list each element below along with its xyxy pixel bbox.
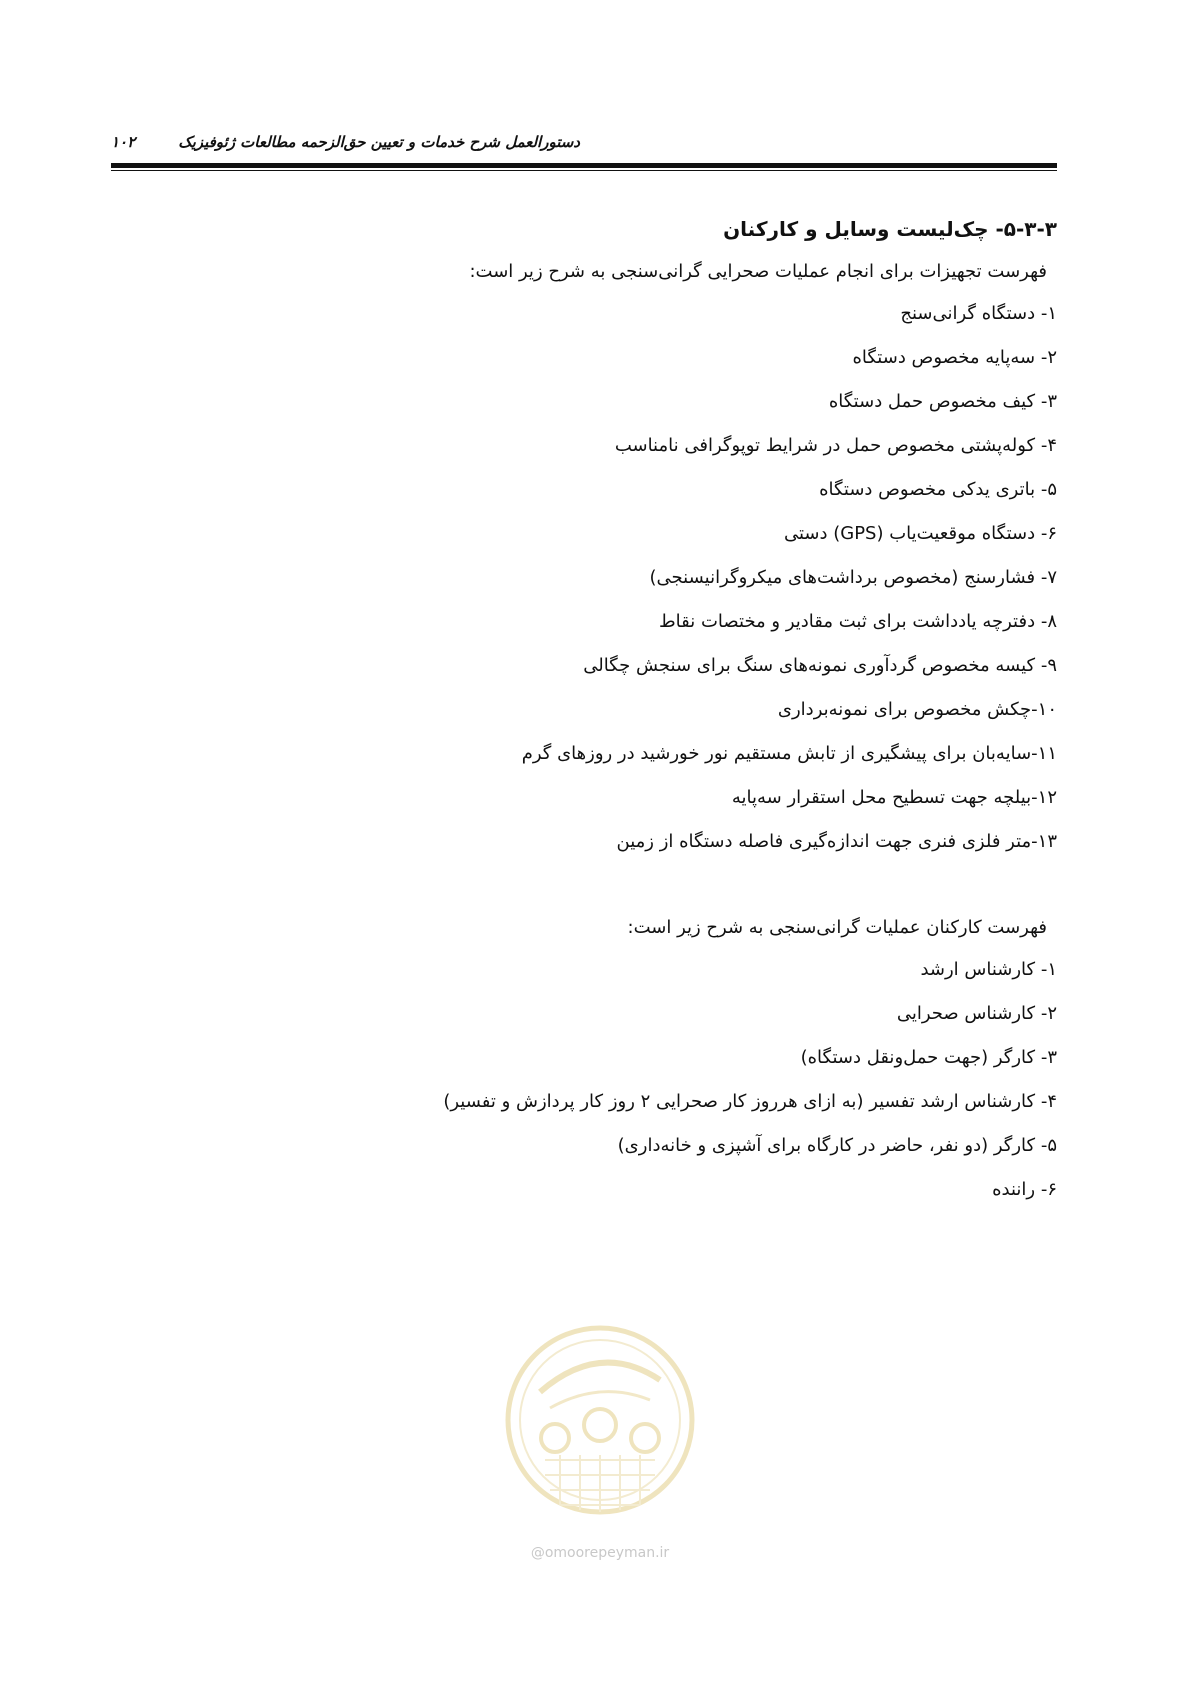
list-item: ۱۲-بیلچه جهت تسطیح محل استقرار سه‌پایه [731, 787, 1057, 808]
list-item: ۲- کارشناس صحرایی [896, 1003, 1057, 1024]
list-item: ۷- فشارسنج (مخصوص برداشت‌های میکروگرانیسنجی) [649, 567, 1057, 588]
watermark-url: @omoorepeyman.ir [530, 1545, 670, 1561]
staff-intro: فهرست کارکنان عملیات گرانی‌سنجی به شرح زیر است: [627, 917, 1047, 938]
list-item: ۱- کارشناس ارشد [920, 959, 1057, 980]
list-item: ۱۱-سایه‌بان برای پیشگیری از تابش مستقیم نور خورشید در روزهای گرم [521, 743, 1057, 764]
omoorepeyman-seal-icon [500, 1320, 700, 1530]
list-item: ۳- کیف مخصوص حمل دستگاه [828, 391, 1057, 412]
list-item: ۴- کارشناس ارشد تفسیر (به ازای هرروز کار صحرایی ۲ روز کار پردازش و تفسیر) [443, 1091, 1057, 1112]
document-title: دستورالعمل شرح خدمات و تعیین حق‌الزحمه مطالعات ژئوفیزیک [178, 133, 580, 151]
header-rule-thin [111, 170, 1057, 171]
list-item: ۶- راننده [992, 1179, 1057, 1200]
page-content [157, 214, 1057, 1220]
list-item: ۲- سه‌پایه مخصوص دستگاه [852, 347, 1057, 368]
equipment-list [157, 300, 1057, 872]
list-item: ۱۰-چکش مخصوص برای نمونه‌برداری [777, 699, 1057, 720]
list-item: ۱- دستگاه گرانی‌سنج [900, 303, 1057, 324]
header-rule-thick [111, 163, 1057, 168]
page-number: ۱۰۲ [111, 133, 136, 151]
list-item: ۱۳-متر فلزی فنری جهت اندازه‌گیری فاصله دستگاه از زمین [616, 831, 1057, 852]
list-item: ۴- کوله‌پشتی مخصوص حمل در شرایط توپوگرافی نامناسب [614, 435, 1057, 456]
list-item: ۵- باتری یدکی مخصوص دستگاه [819, 479, 1057, 500]
page-header [111, 127, 1057, 163]
list-item: ۵- کارگر (دو نفر، حاضر در کارگاه برای آشپزی و خانه‌داری) [617, 1135, 1057, 1156]
list-item: ۹- کیسه مخصوص گردآوری نمونه‌های سنگ برای سنجش چگالی [583, 655, 1057, 676]
list-item: ۳- کارگر (جهت حمل‌ونقل دستگاه) [800, 1047, 1057, 1068]
staff-list [157, 956, 1057, 1220]
list-item: ۶- دستگاه موقعیت‌یاب (GPS) دستی [783, 523, 1057, 544]
section-gap [157, 872, 1057, 914]
equipment-intro: فهرست تجهیزات برای انجام عملیات صحرایی گرانی‌سنجی به شرح زیر است: [469, 261, 1047, 282]
section-heading: ۵-۳-۳- چک‌لیست وسایل و کارکنان [723, 217, 1057, 241]
list-item: ۸- دفترچه یادداشت برای ثبت مقادیر و مختصات نقاط [659, 611, 1057, 632]
